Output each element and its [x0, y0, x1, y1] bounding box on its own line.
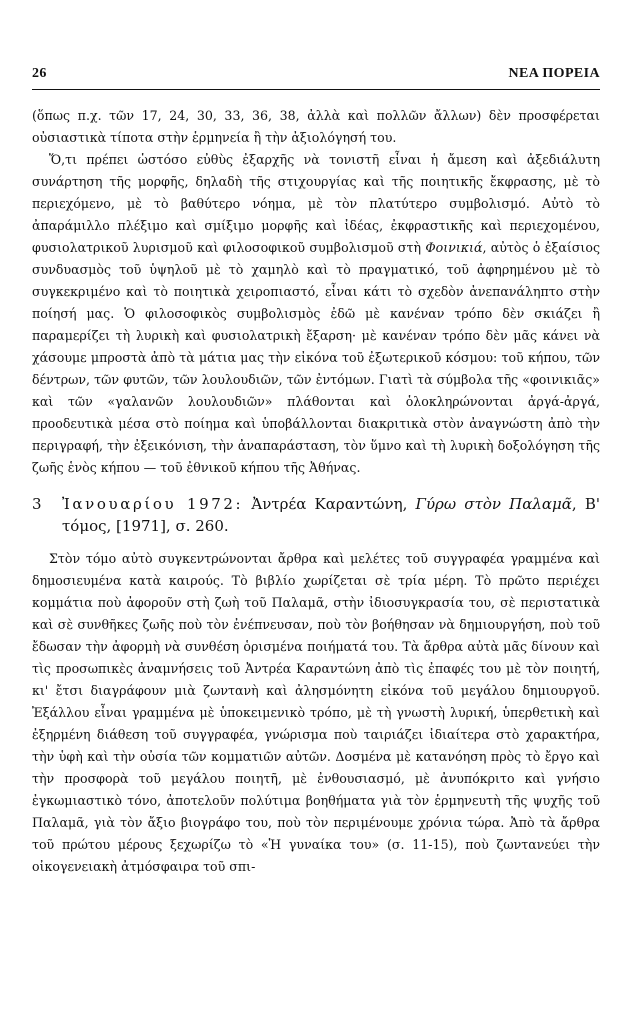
- page-number: 26: [32, 66, 47, 81]
- body-text: [32, 105, 600, 878]
- entry-number: 3: [32, 495, 42, 513]
- paragraph-book-review: Στὸν τόμο αὐτὸ συγκεντρώνονται ἄρθρα καὶ μελέτες τοῦ συγγραφέα γραμμένα καὶ δημοσιευμένα κατὰ καιρούς. Τὸ βιβλίο χωρίζεται σὲ τρία μέρη. Τὸ πρῶτο περιέχει κομμάτια ποὺ ἀφοροῦν στὴ ζωὴ τοῦ Παλαμᾶ, στὴν ἰδιοσυγκρασία του, σὲ περιστατικὰ καὶ σὲ συνθῆκες ζωῆς ποὺ τὸν ἐνέπνευσαν, ποὺ τὸν βοήθησαν νὰ δημιουργήση, ποὺ τοῦ ἔδωσαν τὴν ἀφορμὴ νὰ συνθέση ὁρισμένα ποιήματά του. Τὰ ἄρθρα αὐτὰ μᾶς δίνουν καὶ τὶς προσωπικὲς ἀναμνήσεις τοῦ Ἀντρέα Καραντώνη ἀπὸ τὶς ἐπαφές του μὲ τὸν ποιητή, κι' ἔτσι διαγράφουν μιὰ ζωντανὴ καὶ ἀλησμόνητη εἰκόνα τοῦ μεγάλου δημιουργοῦ. Ἐξάλλου εἶναι γραμμένα μὲ ὑποκειμενικὸ τρόπο, μὲ τὴ γνωστὴ λυρική, ὑπερθετικὴ καὶ ἐξηρμένη διάθεση τοῦ συγγραφέα, γνώρισμα ποὺ ταιριάζει ἰδιαίτερα στὸ χαρακτήρα, τὴν ὑφὴ καὶ τὴν οὐσία τῶν κομματιῶν αὐτῶν. Δοσμένα μὲ κατανόηση πρὸς τὸ ἔργο καὶ τὴν προσφορὰ τοῦ μεγάλου ποιητῆ, μὲ ἐνθουσιασμό, μὲ ἀνυπόκριτο καὶ γνήσιο ἐγκωμιαστικὸ τόνο, ἀποτελοῦν πολύτιμα βοηθήματα γιὰ τὸν ἑρμηνευτὴ τῆς ψυχῆς τοῦ Παλαμᾶ, γιὰ τὸν ἄξιο βιογράφο του, ποὺ τὸν περιμένουμε χρόνια τώρα. Ἀπὸ τὰ ἄρθρα τοῦ πρώτου μέρους ξεχωρίζω τὸ «Ἡ γυναίκα του» (σ. 11-15), ποὺ ζωντανεύει τὴν οἰκογενειακὴ ἀτμόσφαιρα τοῦ σπι-: [32, 551, 600, 874]
- paragraph-text-part: Ὅ,τι πρέπει ὡστόσο εὐθὺς ἐξαρχῆς νὰ τονιστῆ εἶναι ἡ ἄμεση καὶ ἀξεδιάλυτη συνάρτηση τῆς μορφῆς, δηλαδὴ τῆς στιχουργίας καὶ τῆς ποιητικῆς ἔκφρασης, μὲ τὸ περιεχόμενο, μὲ τὸ βαθύτερο νόημα, μὲ τὸν πλατύτερο συμβολισμό. Αὐτὸ τὸ ἀπαράμιλλο πλέξιμο καὶ σμίξιμο μορφῆς καὶ ἰδέας, ἐκφραστικῆς καὶ περιεχομένου, φυσιολατρικοῦ λυρισμοῦ καὶ φιλοσοφικοῦ συμβολισμοῦ στὴ: [32, 152, 600, 255]
- entry-date: Ἰανουαρίου 1972:: [62, 495, 244, 513]
- header-rule: [32, 89, 600, 90]
- entry-author: Ἀντρέα Καραντώνη,: [243, 495, 416, 513]
- poem-title: Φοινικιά: [425, 240, 483, 255]
- entry-details: , Β' τόμος, [1971], σ. 260.: [62, 495, 600, 535]
- journal-title: ΝΕΑ ΠΟΡΕΙΑ: [508, 66, 600, 81]
- paragraph-phoenix-analysis: [32, 149, 600, 479]
- paragraph-text-part: , αὐτὸς ὁ ἐξαίσιος συνδυασμὸς τοῦ ὑψηλοῦ μὲ τὸ χαμηλὸ καὶ τὸ πραγματικό, τοῦ ἀφηρημένου μὲ τὸ συγκεκριμένο καὶ τὸ ποιητικὰ χειροπιαστό, εἶναι κάτι τὸ σχεδὸν ἀνεπανάληπτο στὴν ποίησή μας. Ὁ φιλοσοφικὸς συμβολισμὸς ἐδῶ μὲ κανέναν τρόπο δὲν σκιάζει ἢ παραμερίζει τὴ λυρικὴ καὶ φυσιολατρικὴ ἔξαρση· μὲ κανέναν τρόπο δὲν μᾶς κάνει νὰ χάσουμε μπροστὰ ἀπὸ τὰ μάτια μας τὴν εἰκόνα τοῦ ἐξωτερικοῦ κόσμου: τοῦ κήπου, τῶν δέντρων, τῶν φυτῶν, τῶν λουλουδιῶν, τῶν ἐντόμων. Γιατὶ τὰ σύμβολα τῆς «φοινικιᾶς» καὶ τῶν «γαλανῶν λουλουδιῶν» πλάθονται καὶ ὁλοκληρώνονται ἀργά-ἀργά, προοδευτικὰ μέσα στὸ ποίημα καὶ ὑποβάλλονται διακριτικὰ στὸν ἀναγνώστη ἀπὸ τὴν περιγραφή, τὴν ἐξεικόνιση, τὴν ἀναπαράσταση, τὸν ὕμνο καὶ τὴ λυρικὴ δοξολόγηση τῆς ζωῆς ἑνὸς κήπου — τοῦ ἐθνικοῦ κήπου τῆς Ἀθήνας.: [32, 240, 600, 475]
- entry-citation: [62, 493, 600, 537]
- running-header: [32, 66, 600, 82]
- review-entry-heading: [32, 493, 600, 537]
- entry-book-title: Γύρω στὸν Παλαμᾶ: [415, 495, 572, 513]
- paragraph-continuation: (ὅπως π.χ. τῶν 17, 24, 30, 33, 36, 38, ἀλλὰ καὶ πολλῶν ἄλλων) δὲν προσφέρεται οὐσιαστικὰ τίποτα στὴν ἑρμηνεία ἢ τὴν ἀξιολόγησή του.: [32, 108, 600, 145]
